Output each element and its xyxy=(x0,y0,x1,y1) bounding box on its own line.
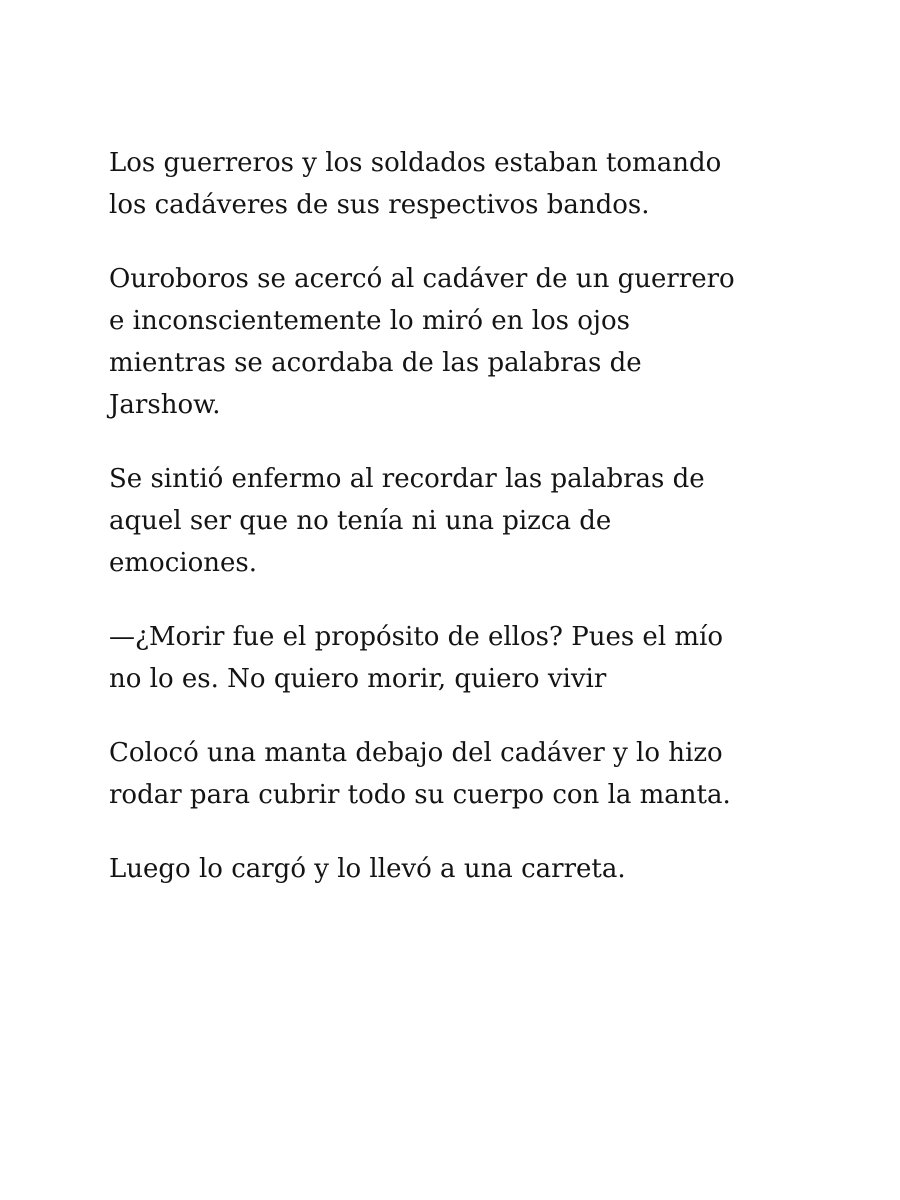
text-line: Jarshow. xyxy=(109,390,221,420)
text-line: Colocó una manta debajo del cadáver y lo hizo xyxy=(109,738,723,768)
paragraph-2 xyxy=(109,258,809,426)
text-line: los cadáveres de sus respectivos bandos. xyxy=(109,190,650,220)
text-line: e inconscientemente lo miró en los ojos xyxy=(109,306,630,336)
text-line: Ouroboros se acercó al cadáver de un guerrero xyxy=(109,264,735,294)
text-line: aquel ser que no tenía ni una pizca de xyxy=(109,506,612,536)
text-line: mientras se acordaba de las palabras de xyxy=(109,348,642,378)
paragraph-5 xyxy=(109,732,809,816)
text-line: no lo es. No quiero morir, quiero vivir xyxy=(109,664,607,694)
paragraph-4 xyxy=(109,616,809,700)
paragraph-1 xyxy=(109,142,809,226)
paragraph-3 xyxy=(109,458,809,584)
text-line: emociones. xyxy=(109,548,257,578)
text-line: —¿Morir fue el propósito de ellos? Pues el mío xyxy=(109,622,724,652)
text-line: Los guerreros y los soldados estaban tomando xyxy=(109,148,722,178)
text-line: rodar para cubrir todo su cuerpo con la manta. xyxy=(109,780,731,810)
paragraph-6 xyxy=(109,848,809,890)
text-line: Se sintió enfermo al recordar las palabras de xyxy=(109,464,705,494)
body-text xyxy=(109,142,809,922)
text-line: Luego lo cargó y lo llevó a una carreta. xyxy=(109,854,626,884)
